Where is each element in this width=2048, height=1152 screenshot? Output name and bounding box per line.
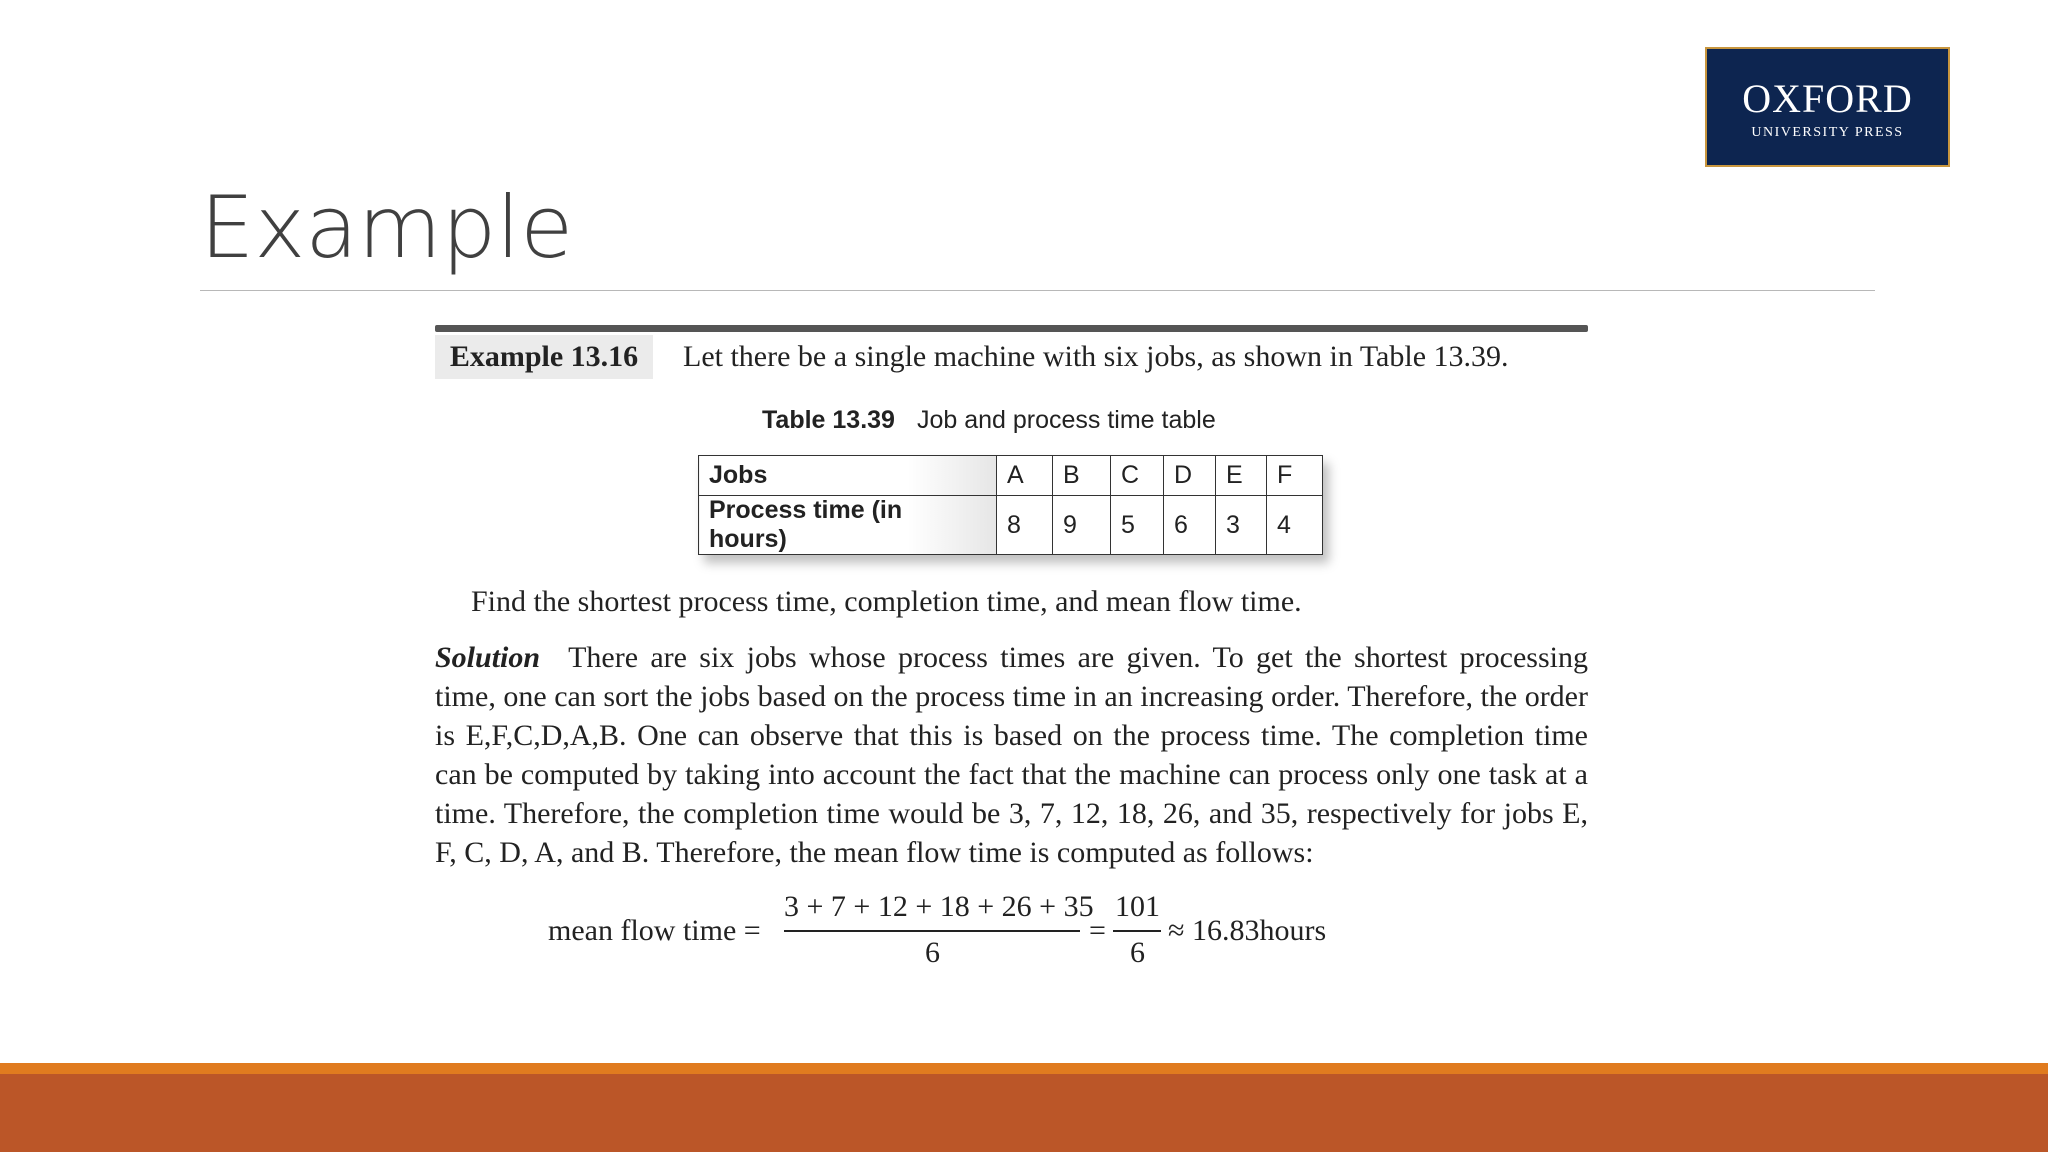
example-statement: Let there be a single machine with six jobs, as shown in Table 13.39. — [683, 340, 1509, 373]
footer-accent-stripe — [0, 1063, 2048, 1074]
title-divider — [200, 290, 1875, 291]
solution-text: There are six jobs whose process times are given. To get the shortest processing time, one can sort the jobs based on the process time in an increasing order. Therefore, the order is E,F,C,D,A,B. One can observe that this is based on the process time. The completion time can be computed by taking into account the fact that the machine can process only one task at a time. Therefore, the completion time would be 3, 7, 12, 18, 26, and 35, respectively for jobs E, F, C, D, A, and B. Therefore, the mean flow time is computed as follows: — [435, 641, 1588, 869]
formula-denominator-1: 6 — [925, 936, 940, 969]
time-cell: 4 — [1267, 496, 1323, 555]
slide-title: Example — [200, 178, 574, 278]
formula-result: ≈ 16.83hours — [1168, 914, 1327, 947]
table-header-process-time: Process time (in hours) — [699, 496, 997, 555]
formula-numerator-sum: 3 + 7 + 12 + 18 + 26 + 35 — [784, 890, 1094, 923]
table-caption-number: Table 13.39 — [762, 406, 895, 434]
logo-subtitle: UNIVERSITY PRESS — [1751, 125, 1904, 140]
job-cell: D — [1164, 456, 1216, 496]
time-cell: 3 — [1216, 496, 1267, 555]
time-cell: 5 — [1111, 496, 1164, 555]
time-cell: 6 — [1164, 496, 1216, 555]
job-cell: C — [1111, 456, 1164, 496]
formula-numerator-total: 101 — [1115, 890, 1160, 923]
time-cell: 8 — [997, 496, 1053, 555]
solution-paragraph — [435, 638, 1588, 872]
job-process-table — [698, 455, 1323, 555]
table-caption — [762, 406, 1216, 435]
job-cell: F — [1267, 456, 1323, 496]
question-text: Find the shortest process time, completion time, and mean flow time. — [471, 585, 1302, 618]
formula-equals: = — [1089, 914, 1106, 947]
job-cell: E — [1216, 456, 1267, 496]
job-cell: B — [1053, 456, 1111, 496]
time-cell: 9 — [1053, 496, 1111, 555]
footer-band — [0, 1074, 2048, 1152]
example-top-rule — [435, 325, 1588, 332]
job-cell: A — [997, 456, 1053, 496]
fraction-bar-1 — [784, 930, 1080, 932]
fraction-bar-2 — [1113, 930, 1161, 932]
example-label: Example 13.16 — [435, 335, 653, 379]
solution-label: Solution — [435, 641, 541, 674]
formula-denominator-2: 6 — [1130, 936, 1145, 969]
table-row-jobs — [699, 456, 1323, 496]
logo-wordmark: OXFORD — [1742, 76, 1913, 121]
table-row-process-time — [699, 496, 1323, 555]
formula-lhs: mean flow time = — [548, 914, 761, 947]
oxford-logo — [1705, 47, 1950, 167]
table-caption-text: Job and process time table — [916, 406, 1216, 434]
table-header-jobs: Jobs — [699, 456, 997, 496]
